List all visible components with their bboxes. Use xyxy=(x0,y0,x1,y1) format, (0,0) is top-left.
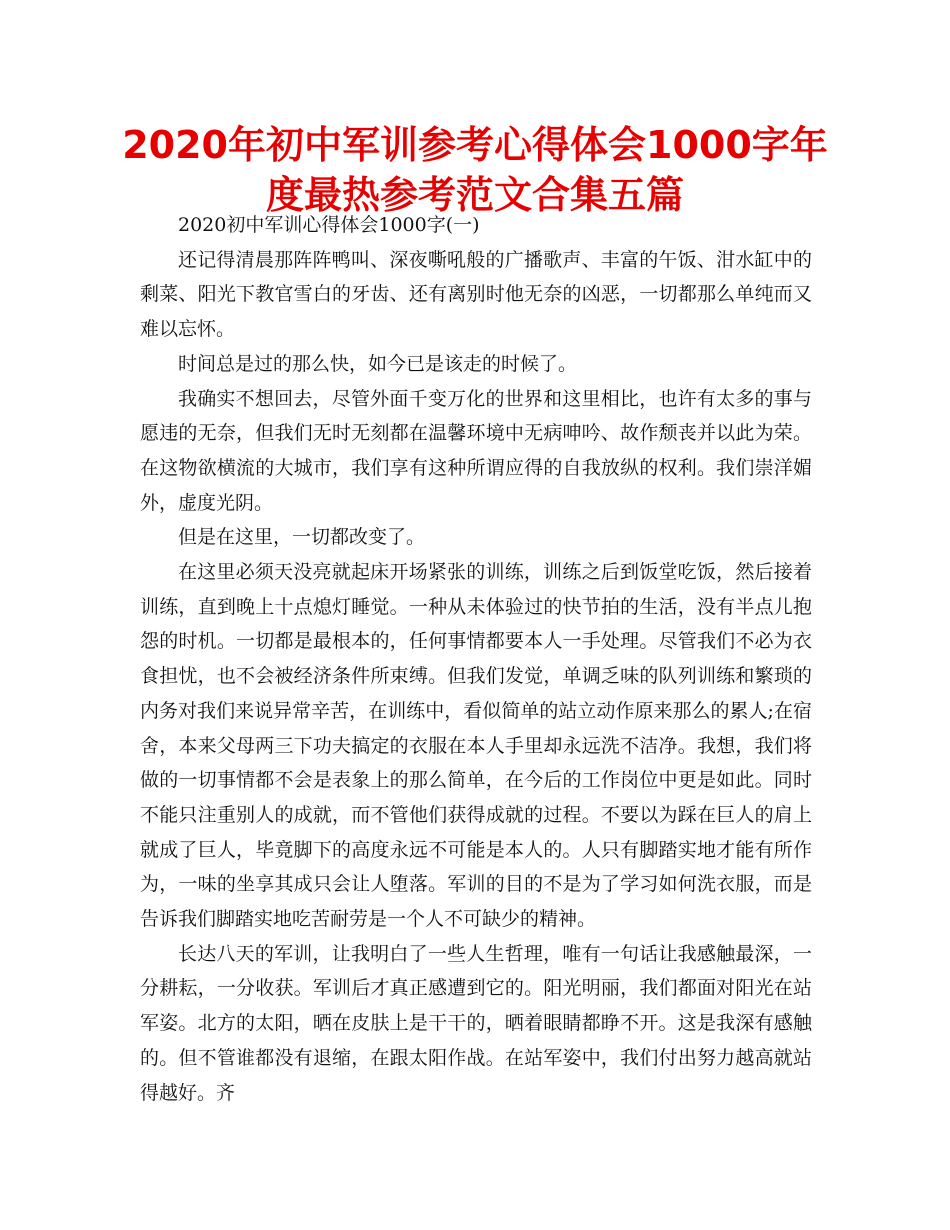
paragraph: 但是在这里，一切都改变了。 xyxy=(178,526,426,549)
document-body xyxy=(140,208,812,1110)
document-title: 2020年初中军训参考心得体会1000字年度最热参考范文合集五篇 xyxy=(122,123,828,217)
paragraph: 还记得清晨那阵阵鸭叫、深夜嘶吼般的广播歌声、丰富的午饭、泔水缸中的剩菜、阳光下教官雪白的牙齿、还有离别时他无奈的凶恶，一切都那么单纯而又难以忘怀。 xyxy=(140,248,812,341)
paragraph: 我确实不想回去，尽管外面千变万化的世界和这里相比，也许有太多的事与愿违的无奈，但我们无时无刻都在温馨环境中无病呻吟、故作颓丧并以此为荣。在这物欲横流的大城市，我们享有这种所谓应得的自我放纵的权利。我们崇洋媚外，虚度光阴。 xyxy=(140,387,812,514)
section-heading: 2020初中军训心得体会1000字(一) xyxy=(178,214,480,236)
paragraph: 时间总是过的那么快，如今已是该走的时候了。 xyxy=(178,352,578,375)
paragraph: 在这里必须天没亮就起床开场紧张的训练，训练之后到饭堂吃饭，然后接着训练，直到晚上十点熄灯睡觉。一种从未体验过的快节拍的生活，没有半点儿抱怨的时机。一切都是最根本的，任何事情都要本人一手处理。尽管我们不必为衣食担忧，也不会被经济条件所束缚。但我们发觉，单调乏味的队列训练和繁琐的内务对我们来说异常辛苦，在训练中，看似简单的站立动作原来那么的累人;在宿舍，本来父母两三下功夫搞定的衣服在本人手里却永远洗不洁净。我想，我们将做的一切事情都不会是表象上的那么简单，在今后的工作岗位中更是如此。同时不能只注重别人的成就，而不管他们获得成就的过程。不要以为踩在巨人的肩上就成了巨人，毕竟脚下的高度永远不可能是本人的。人只有脚踏实地才能有所作为，一味的坐享其成只会让人堕落。军训的目的不是为了学习如何洗衣服，而是告诉我们脚踏实地吃苦耐劳是一个人不可缺少的精神。 xyxy=(140,561,812,931)
paragraph: 长达八天的军训，让我明白了一些人生哲理，唯有一句话让我感触最深，一分耕耘，一分收获。军训后才真正感遭到它的。阳光明丽，我们都面对阳光在站军姿。北方的太阳，晒在皮肤上是干干的，晒着眼睛都睁不开。这是我深有感触的。但不管谁都没有退缩，在跟太阳作战。在站军姿中，我们付出努力越高就站得越好。齐 xyxy=(140,942,812,1104)
